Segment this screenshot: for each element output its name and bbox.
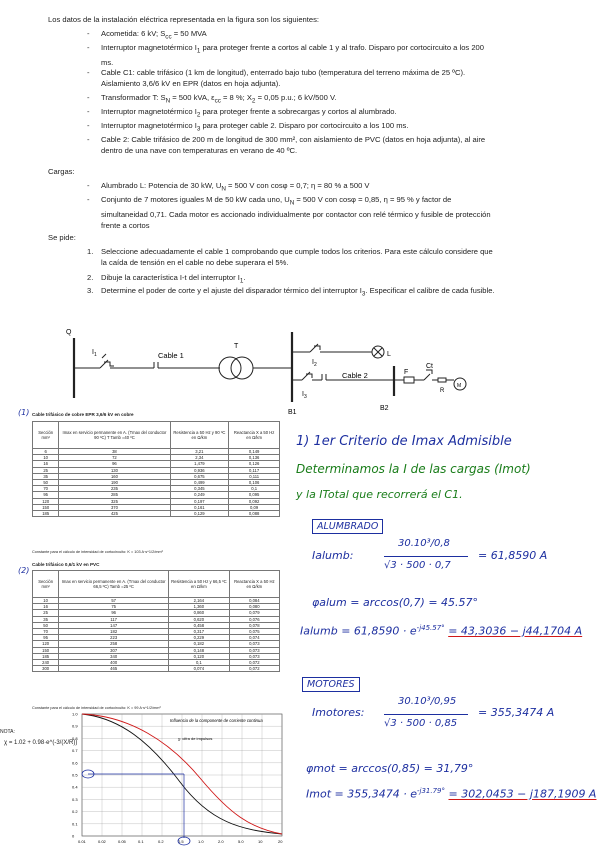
table-cell: 0,106	[229, 480, 280, 486]
table-cell: 0,182	[169, 641, 230, 647]
table-cell: 0,149	[229, 449, 280, 455]
table-cell: 120	[33, 641, 59, 647]
cargas-title: Cargas:	[48, 167, 75, 176]
table-cell: 96	[59, 461, 170, 467]
ialumb-res: = 61,8590 A	[478, 549, 548, 562]
table-cell: 0,620	[169, 616, 230, 622]
x-tick-label: 1.0	[198, 839, 204, 844]
table-cell: 370	[59, 504, 170, 510]
column-header: Resistencia a 50 Hz y 90 ºC en Ω/km	[170, 422, 229, 449]
y-tick-label: 0.9	[72, 723, 78, 729]
data-bullet: -	[87, 68, 90, 77]
y-tick-label: 1.0	[72, 712, 78, 717]
y-tick-label: 0.7	[72, 748, 78, 754]
data-bullet: -	[87, 29, 90, 38]
table-cell: 425	[59, 511, 170, 517]
ialumb-ph-lhs: Ialumb = 61,8590 · e	[300, 624, 417, 638]
table2	[32, 570, 280, 672]
table-cell: 0,317	[169, 629, 230, 635]
table-cell: 0,161	[170, 504, 229, 510]
ialumb-lhs: Ialumb:	[312, 549, 354, 562]
table1-note: Constante para el cálculo de intensidad de cortocircuito: K = 103 A·s^1/2/mm²	[32, 550, 163, 554]
table2-mark: (2)	[18, 566, 30, 575]
ialumb-phasor	[300, 624, 582, 638]
table-cell: 0,073	[229, 653, 279, 659]
table1-title: Cable trifásico de cobre EPR 3,6/6 kV en cobre	[32, 412, 134, 417]
column-header: Imax en servicio permanente en A. (Tmax del conductor 90 ºC) T Tamb =40 ºC	[59, 422, 170, 449]
table-cell: 0,074	[169, 666, 230, 672]
table-cell: 185	[33, 511, 59, 517]
table-cell: 72	[59, 455, 170, 461]
table-cell: 0,860	[169, 610, 230, 616]
x-tick-label: 2.0	[218, 839, 224, 844]
y-tick-label: 0	[72, 833, 75, 839]
x-tick-label: 20	[278, 839, 283, 844]
table-cell: 50	[33, 622, 59, 628]
imot-lhs: Imotores:	[312, 706, 365, 719]
table-cell: 160	[59, 473, 170, 479]
carga-bullet: -	[87, 195, 90, 204]
imot-num: 30.10³/0,95	[398, 696, 457, 707]
y-tick-label: 0.6	[72, 760, 78, 766]
table-cell: 57	[59, 598, 169, 604]
label-m: M	[457, 383, 462, 389]
label-i3: $I_3$	[302, 391, 307, 400]
x-tick-label: 10	[258, 839, 263, 844]
table-cell: 0,095	[229, 492, 280, 498]
x-tick-label: 0.01	[78, 839, 86, 844]
table-cell: 25	[33, 467, 59, 473]
label-cable2: Cable 2	[342, 371, 368, 380]
column-header: Resistencia a 50 Hz y 66,5 ºC en Ω/km	[169, 571, 230, 598]
table-cell: 340	[59, 653, 169, 659]
table-cell: 117	[59, 616, 169, 622]
column-header: Sección mm²	[33, 422, 59, 449]
table-cell: 0,111	[229, 473, 280, 479]
ialumb-ph-exp: -j45.57°	[416, 624, 445, 632]
graph-nota: NOTA:	[0, 729, 15, 735]
table-cell: 235	[59, 486, 170, 492]
data-item: Acometida: 6 kV; $S_{cc} = 50$ MVA	[101, 29, 207, 41]
table-cell: 0,197	[170, 498, 229, 504]
table-cell: 147	[59, 622, 169, 628]
table-cell: 0,120	[169, 653, 230, 659]
label-r: R	[440, 388, 445, 394]
table-cell: 120	[33, 498, 59, 504]
table-cell: 0,084	[229, 598, 279, 604]
y-tick-label: 0.4	[72, 784, 78, 790]
table-cell: 96	[59, 610, 169, 616]
table-cell: 0,675	[170, 473, 229, 479]
ialumb-bar	[384, 556, 468, 557]
table-cell: 0,092	[229, 498, 280, 504]
table-cell: 285	[59, 492, 170, 498]
table-cell: 0,136	[229, 455, 280, 461]
label-motores: MOTORES	[302, 677, 360, 692]
table-cell: 0,088	[229, 511, 280, 517]
label-ct: Ct	[426, 363, 433, 370]
table-cell: 1,360	[169, 604, 230, 610]
table-cell: 75	[59, 604, 169, 610]
table-cell: 0,073	[229, 647, 279, 653]
table-cell: 0,148	[169, 647, 230, 653]
sepide-title: Se pide:	[48, 233, 76, 242]
table-cell: 0,126	[229, 461, 280, 467]
x-tick-label: 5.0	[238, 839, 244, 844]
x-tick-label: 0.02	[98, 839, 106, 844]
table-cell: 185	[33, 653, 59, 659]
y-tick-label: 0.2	[72, 809, 78, 815]
table-row	[33, 666, 280, 672]
table-cell: 0,074	[229, 635, 279, 641]
table-cell: 0,072	[229, 660, 279, 666]
graph-legend: χ: cifra de impulsos	[178, 736, 213, 741]
label-l: L	[387, 351, 391, 358]
table-cell: 70	[33, 629, 59, 635]
graph-formula: χ = 1.02 + 0.98·e^(-3/(X/R))	[4, 740, 78, 746]
phi-alumb: φalum = arccos(0,7) = 45.57°	[312, 596, 479, 609]
imot-res: = 355,3474 A	[478, 706, 555, 719]
note-criterio: 1) 1er Criterio de Imax Admisible	[296, 434, 512, 449]
graph-title: Influencia de la componente de corriente continua	[170, 718, 263, 723]
table-cell: 16	[33, 604, 59, 610]
data-item: Transformador T: $S_N = 500$ kVA, $\varepsilon_{cc} = 8$ %; $X_2 = 0,05$ p.u.; 6 kV/500 V.	[101, 93, 337, 105]
table-cell: 10	[33, 455, 59, 461]
table-cell: 0,09	[229, 504, 280, 510]
table-cell: 50	[33, 480, 59, 486]
table-cell: 0,458	[169, 622, 230, 628]
table-cell: 0,345	[170, 486, 229, 492]
data-bullet: -	[87, 93, 90, 102]
table-cell: 0,249	[170, 492, 229, 498]
label-b1: B1	[288, 409, 297, 416]
table-cell: 190	[59, 480, 170, 486]
imot-ph-res: = 302,0453 − j187,1909 A	[448, 787, 597, 801]
table-cell: 240	[33, 660, 59, 666]
table-cell: 2,34	[170, 455, 229, 461]
data-item: Cable C1: cable trifásico (1 km de longitud), enterrado bajo tubo (temperatura del terreno máxima de 25 ºC). Aislamiento 3,6/6 kV en EPR (datos en hoja adjunta).	[101, 68, 466, 88]
circuit-diagram	[40, 322, 480, 418]
imot-bar	[384, 714, 468, 715]
table-cell: 182	[59, 629, 169, 635]
table1-mark: (1)	[18, 408, 30, 417]
x-tick-label: 0.05	[118, 839, 126, 844]
imot-ph-lhs: Imot = 355,3474 · e	[306, 787, 417, 801]
data-bullet: -	[87, 121, 90, 130]
table-cell: 25	[33, 610, 59, 616]
y-tick-label: 0.3	[72, 796, 78, 802]
y-tick-label: 0.5	[72, 772, 78, 778]
table-cell: 325	[59, 498, 170, 504]
table-cell: 150	[33, 647, 59, 653]
impulse-graph	[60, 712, 290, 848]
table-cell: 0,080	[229, 604, 279, 610]
table-cell: 3,21	[170, 449, 229, 455]
table1	[32, 421, 280, 517]
table-cell: 35	[33, 616, 59, 622]
table2-note: Constante para el cálculo de intensidad de cortocircuito: K = 99 A·s^1/2/mm²	[32, 706, 161, 710]
table-cell: 0,075	[229, 629, 279, 635]
x-tick-label: 0.1	[138, 839, 144, 844]
table-cell: 465	[59, 666, 169, 672]
table-cell: 1,479	[170, 461, 229, 467]
carga-item: Alumbrado L: Potencia de 30 kW, $U_N = 500$ V con cosφ = 0,7; η = 80 % a 500 V	[101, 181, 370, 193]
y-tick-label: 0.1	[72, 821, 78, 827]
x-tick-label: 0.5	[178, 839, 184, 844]
phi-mot: φmot = arccos(0,85) = 31,79°	[306, 762, 474, 775]
data-bullet: -	[87, 135, 90, 144]
table-cell: 35	[33, 473, 59, 479]
note-determinamos: Determinamos la I de las cargas (Imot)	[296, 462, 531, 476]
ialumb-den: √3 · 500 · 0,7	[384, 560, 451, 571]
table-cell: 150	[33, 504, 59, 510]
table-cell: 0,076	[229, 616, 279, 622]
carga-item: Conjunto de 7 motores iguales M de 50 kW cada uno, $U_N = 500$ V con cosφ = 0,85, η = 95 % y factor de simultaneidad 0,71. Cada motor es accionado individualmente por contactor con relé térmico y fusible de protección frente a cortos	[101, 195, 491, 230]
table-cell: 300	[33, 666, 59, 672]
label-t: T	[234, 343, 239, 350]
table-cell: 400	[59, 660, 169, 666]
ialumb-num: 30.10³/0,8	[398, 538, 450, 549]
table-cell: 2,164	[169, 598, 230, 604]
label-i2: $I_2$	[312, 359, 317, 368]
data-bullet: -	[87, 107, 90, 116]
x-tick-label: 0.2	[158, 839, 164, 844]
table-cell: 70	[33, 486, 59, 492]
ialumb-ph-res: = 43,3036 − j44,1704 A	[448, 624, 583, 638]
table2-title: Cable trifásico 0,6/1 kV en PVC	[32, 562, 100, 567]
column-header: Sección mm²	[33, 571, 59, 598]
table-cell: 0,499	[170, 480, 229, 486]
table-cell: 130	[59, 467, 170, 473]
imot-ph-exp: -j31.79°	[416, 787, 445, 795]
table-cell: 6	[33, 449, 59, 455]
question-number: 3.	[87, 286, 94, 295]
data-item: Interruptor magnetotérmico $I_1$ para proteger frente a cortos al cable 1 y al trafo. Disparo por cortocircuito a los 200 ms.	[101, 43, 484, 67]
table-cell: 0,078	[229, 622, 279, 628]
table-cell: 95	[33, 635, 59, 641]
column-header: Reactancia X a 50 Hz en Ω/km	[229, 571, 279, 598]
table-cell: 0,117	[229, 467, 280, 473]
question-text: Determine el poder de corte y el ajuste del disparador térmico del interruptor $I_3$. Especificar el calibre de cada fusible.	[101, 286, 495, 298]
question-number: 1.	[87, 247, 94, 256]
table-row	[33, 511, 280, 517]
table-cell: 223	[59, 635, 169, 641]
data-item: Interruptor magnetotérmico $I_3$ para proteger cable 2. Disparo por cortocircuito a los 100 ms.	[101, 121, 409, 133]
table-cell: 0,936	[170, 467, 229, 473]
imot-den: √3 · 500 · 0,85	[384, 718, 458, 729]
table-cell: 0,1	[229, 486, 280, 492]
table-cell: 0,073	[229, 641, 279, 647]
table-cell: 0,229	[169, 635, 230, 641]
label-cable1: Cable 1	[158, 351, 184, 360]
table-cell: 0,1	[169, 660, 230, 666]
intro-text: Los datos de la instalación eléctrica representada en la figura son los siguientes:	[48, 15, 320, 24]
column-header: Imax en servicio permanente en A. (Tmax del conductor 66,5 ºC) Tamb =25 ºC	[59, 571, 169, 598]
label-b2: B2	[380, 405, 389, 412]
table-cell: 10	[33, 598, 59, 604]
table-cell: 38	[59, 449, 170, 455]
table-cell: 95	[33, 492, 59, 498]
question-number: 2.	[87, 273, 94, 282]
data-bullet: -	[87, 43, 90, 52]
question-text: Dibuje la característica I-t del interruptor $I_1$.	[101, 273, 246, 285]
data-item: Cable 2: Cable trifásico de 200 m de longitud de 300 mm², con aislamiento de PVC (datos en hoja adjunta), al aire dentro de una nave con temperaturas en verano de 40 ºC.	[101, 135, 486, 155]
column-header: Reactancia X a 50 Hz en Ω/km	[229, 422, 280, 449]
table-cell: 307	[59, 647, 169, 653]
note-itotal: y la ITotal que recorrerá el C1.	[296, 488, 463, 501]
table-cell: 0,079	[229, 610, 279, 616]
table-cell: 0,072	[229, 666, 279, 672]
data-item: Interruptor magnetotérmico $I_2$ para proteger frente a sobrecargas y cortos al alumbrado.	[101, 107, 397, 119]
question-text: Seleccione adecuadamente el cable 1 comprobando que cumple todos los criterios. Para este cálculo considere que la caída de tensión en el cable no debe superara el 5%.	[101, 247, 493, 267]
table-cell: 0,129	[170, 511, 229, 517]
label-alumbrado: ALUMBRADO	[312, 519, 383, 534]
table-cell: 16	[33, 461, 59, 467]
y-tick-label: 0.8	[72, 735, 78, 741]
carga-bullet: -	[87, 181, 90, 190]
label-f: F	[404, 369, 409, 376]
imot-phasor	[306, 787, 596, 801]
label-q: Q	[66, 329, 72, 336]
table-cell: 258	[59, 641, 169, 647]
label-i1: $I_1$	[92, 349, 97, 358]
